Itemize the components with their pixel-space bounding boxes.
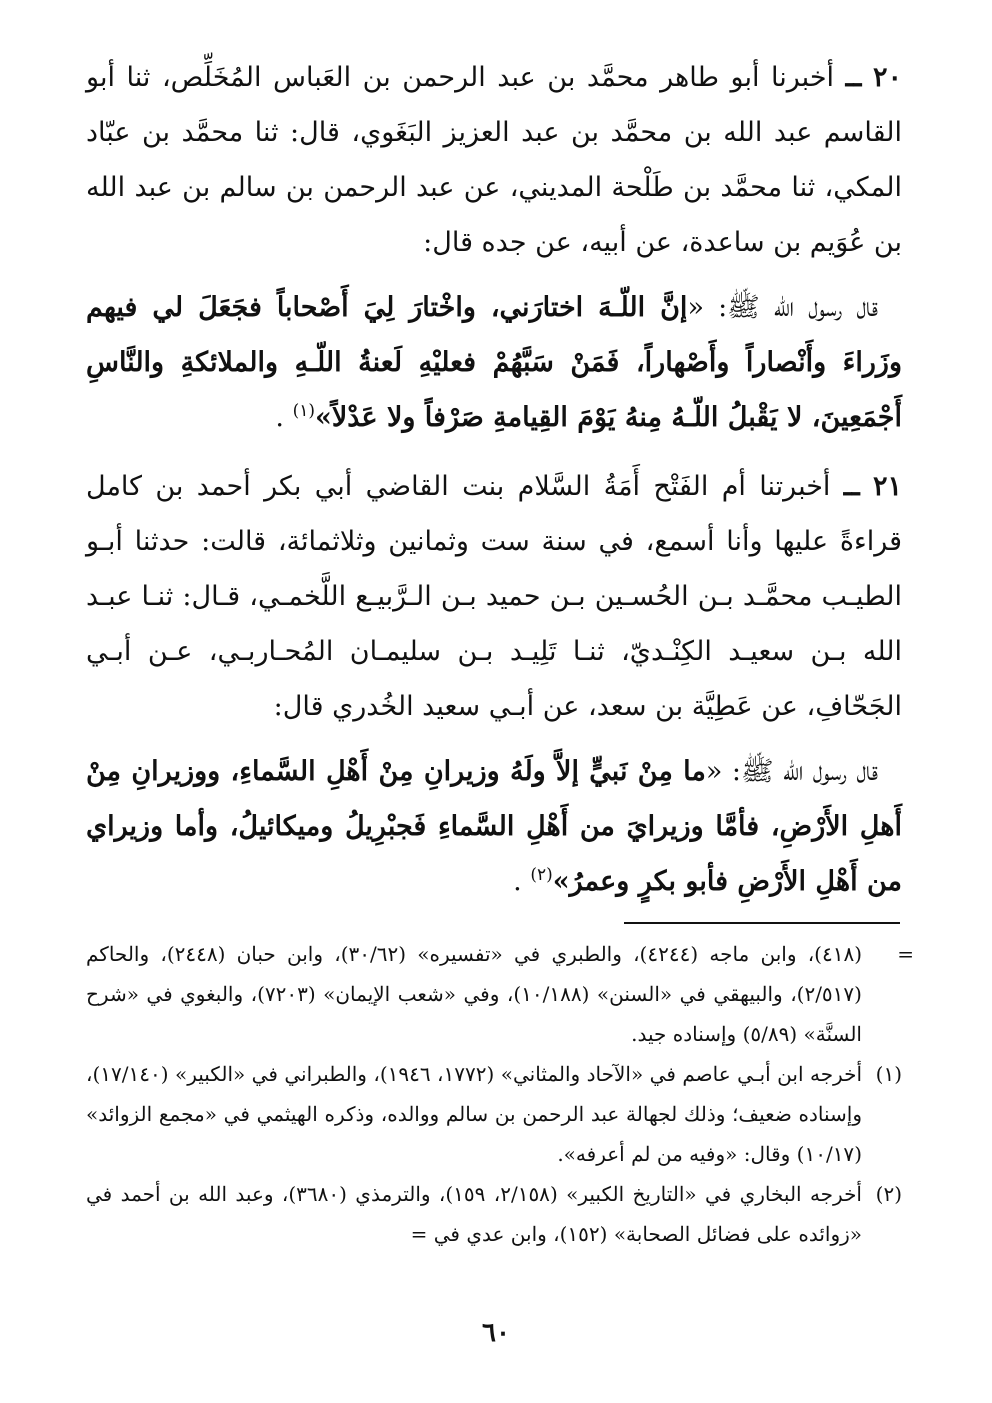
- page-number: ٦٠: [482, 1318, 510, 1348]
- hadith-20-isnad: [86, 50, 902, 270]
- footnote-text: (٤١٨)، وابن ماجه (٤٢٤٤)، والطبري في «تفسيره» (٣٠/٦٢)، وابن حبان (٢٤٤٨)، والحاكم (٢/٥١٧)، والبيهقي في «السنن» (١٠/١٨٨)، وفي «شعب الإيمان» (٧٢٠٣)، والبغوي في «شرح السنَّة» (٥/٨٩) وإسناده جيد.: [86, 942, 862, 1046]
- hadith-number: ٢٠: [872, 62, 902, 93]
- footnote-divider: [624, 922, 900, 924]
- isnad-text: أخبرنا أبو طاهر محمَّد بن عبد الرحمن بن العَباس المُخَلِّص، ثنا أبو القاسم عبد الله بن محمَّد بن عبد العزيز البَغَوي، قال: ثنا محمَّد بن عبّاد المكي، ثنا محمَّد بن طَلْحة المديني، عن عبد الرحمن بن سالم بن عبد الله بن عُوَيم بن ساعدة، عن أبيه، عن جده قال:: [86, 62, 902, 258]
- footnote-text: أخرجه ابن أبـي عاصم في «الآحاد والمثاني» (١٧٧٢، ١٩٤٦)، والطبراني في «الكبير» (١٧/١٤٠)، وإسناده ضعيف؛ وذلك لجهالة عبد الرحمن بن سالم ووالده، وذكره الهيثمي في «مجمع الزوائد» (١٠/١٧) وقال: «وفيه من لم أعرفه».: [86, 1062, 863, 1166]
- quote-close: »: [552, 866, 570, 897]
- sentence-end: .: [275, 402, 284, 433]
- continuation-mark: =: [897, 942, 914, 966]
- number-dash: ــ: [845, 62, 862, 93]
- hadith-lead: قال رسول الله ﷺ: «: [687, 292, 878, 323]
- footnote-ref[interactable]: (٢): [530, 865, 553, 885]
- main-text: [86, 50, 902, 909]
- hadith-21-isnad: [86, 459, 902, 734]
- hadith-lead: قال رسول الله ﷺ: «: [705, 756, 878, 787]
- footnote-continuation: [86, 934, 914, 1054]
- hadith-20-matn: [86, 280, 902, 445]
- footnote-1: [86, 1054, 902, 1174]
- hadith-number: ٢١: [872, 471, 902, 502]
- number-dash: ــ: [843, 471, 860, 502]
- isnad-text: أخبرتنا أم الفَتْح أَمَةُ السَّلام بنت القاضي أبي بكر أحمد بن كامل قراءةً عليها وأنا أسمع، في سنة ست وثمانين وثلاثمائة، قالت: حدثنا أبـو الطيـب محمَّـد بـن الحُسـين بـن حميد بـن الـرَّبيـع اللَّخمـي، قـال: ثنـا عبـد الله بـن سعيـد الكِنْـديّ، ثنـا تَلِيـد بـن سليمـان المُحـاربـي، عـن أبـي الجَحّافِ، عن عَطِيَّة بن سعد، عن أبـي سعيد الخُدري قال:: [86, 471, 902, 722]
- footnotes: [86, 934, 914, 1254]
- footnote-text: أخرجه البخاري في «التاريخ الكبير» (٢/١٥٨، ١٥٩)، والترمذي (٣٦٨٠)، وعبد الله بن أحمد في «زوائده على فضائل الصحابة» (١٥٢)، وابن عدي في =: [86, 1182, 862, 1246]
- hadith-text: ما مِنْ نَبيٍّ إلاَّ ولَهُ وزيرانِ مِنْ أَهْلِ السَّماءِ، ووزيرانِ مِنْ أَهلِ الأَرْضِ، فأمَّا وزيرايَ من أَهْلِ السَّماءِ فَجبْرِيلُ وميكائيلُ، وأما وزيراي من أَهْلِ الأَرْضِ فأبو بكرٍ وعمرُ: [86, 756, 902, 897]
- footnote-marker: (٢): [875, 1182, 902, 1206]
- hadith-text: إنَّ اللّـهَ اختارَني، واخْتارَ لِيَ أَصْحاباً فجَعَلَ لي فيهم وزَراءَ وأَنْصاراً وأَصْهاراً، فَمَنْ سَبَّهُمْ فعليْهِ لَعنةُ اللّـهِ والملائكةِ والنَّاسِ أَجْمَعِينَ، لا يَقْبلُ اللّـهُ مِنهُ يَوْمَ القِيامةِ صَرْفاً ولا عَدْلاً: [86, 292, 902, 433]
- footnote-marker: (١): [875, 1062, 902, 1086]
- hadith-21-matn: [86, 744, 902, 909]
- sentence-end: .: [513, 866, 522, 897]
- footnote-ref[interactable]: (١): [292, 401, 316, 421]
- quote-close: »: [315, 402, 332, 433]
- footnote-2: [86, 1174, 902, 1254]
